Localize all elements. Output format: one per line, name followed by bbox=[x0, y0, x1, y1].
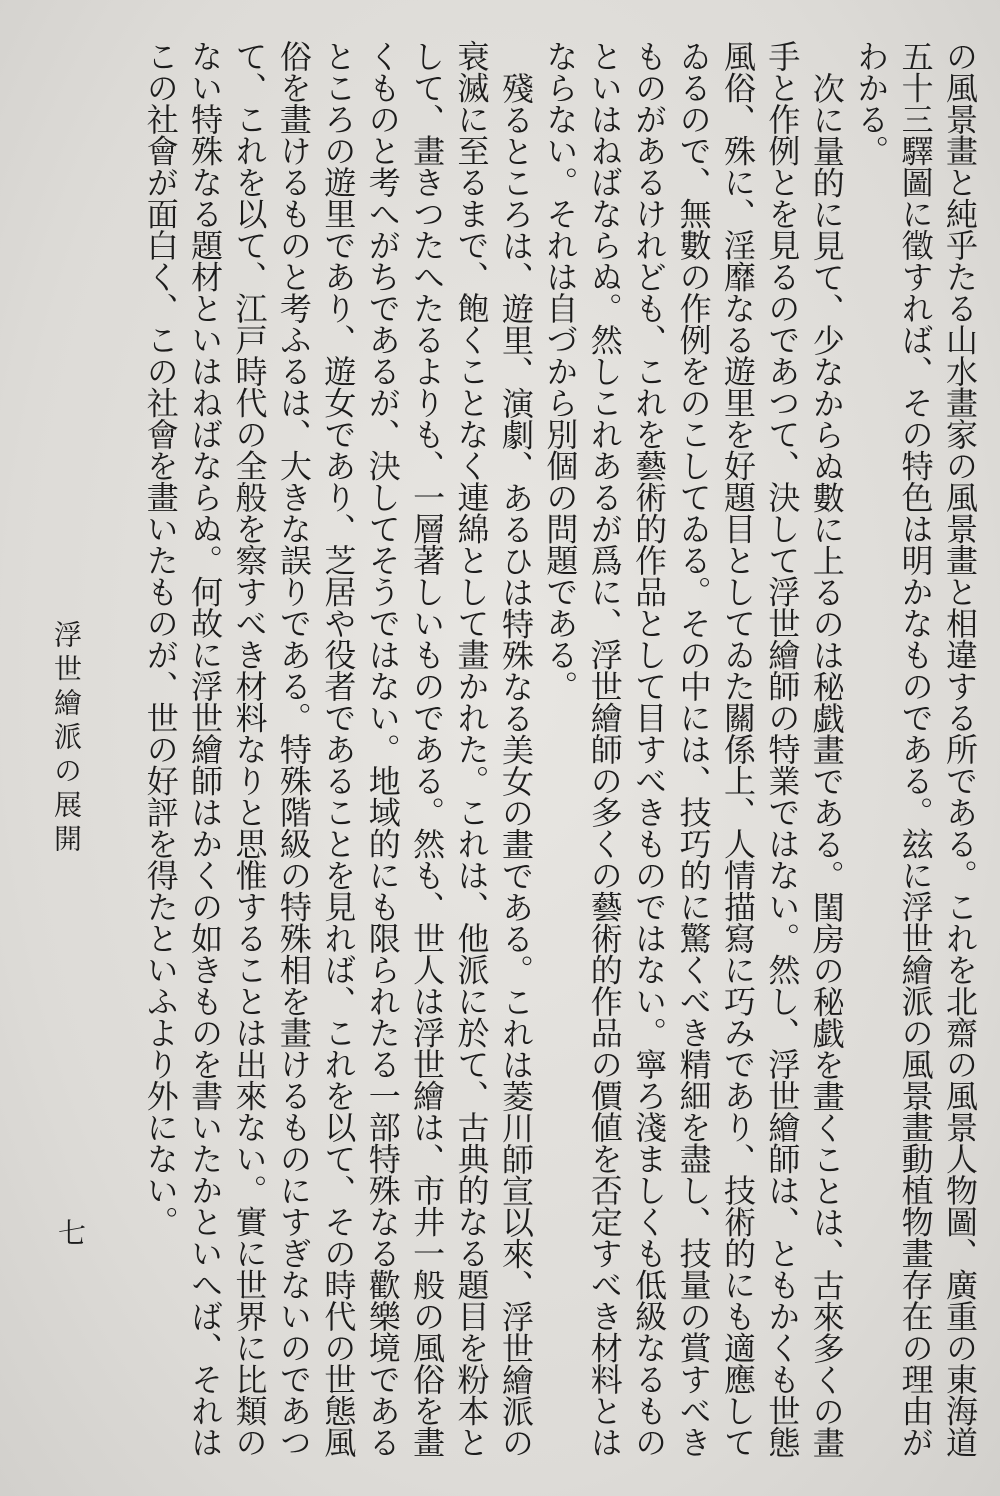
paragraph-2: 次に量的に見て、少なからぬ數に上るのは秘戯畫である。閨房の秘戯を畫くことは、古來多くの畫手と作例とを見るのであつて、決して浮世繪師の特業ではない。然し、浮世繪師は、ともかくも世態風俗、殊に、淫靡なる遊里を好題目としてゐた關係上、人情描寫に巧みであり、技術的にも適應してゐるので、無數の作例をのこしてゐる。その中には、技巧的に驚くべき精細を盡し、技量の賞すべきものがあるけれども、これを藝術的作品として目すべきものではない。寧ろ淺ましくも低級なるものといはねばならぬ。然しこれあるが爲に、浮世繪師の多くの藝術的作品の價値を否定すべき材料とはならない。それは自づから別個の問題である。 bbox=[541, 40, 846, 1458]
page-number: 七 bbox=[54, 1218, 87, 1246]
running-title: 浮世繪派の展開 bbox=[50, 620, 83, 858]
body-text bbox=[137, 40, 982, 1480]
paragraph-3: 殘るところは、遊里、演劇、あるひは特殊なる美女の畫である。これは菱川師宣以來、浮世繪派の衰滅に至るまで、飽くことなく連綿として畫かれた。これは、他派に於て、古典的なる題目を粉本として、畫きつたへたるよりも、一層著しいものである。然も、世人は浮世繪は、市井一般の風俗を畫くものと考へがちであるが、決してそうではない。地域的にも限られたる一部特殊なる歡樂境であるところの遊里であり、遊女であり、芝居や役者であることを見れば、これを以て、その時代の世態風俗を畫けるものと考ふるは、大きな誤りである。特殊階級の特殊相を畫けるものにすぎないのであつて、これを以て、江戸時代の全般を察すべき材料なりと思惟することは出來ない。實に世界に比類のない特殊なる題材といはねばならぬ。何故に浮世繪師はかくの如きものを書いたかといへば、それはこの社會が面白く、この社會を畫いたものが、世の好評を得たといふより外にない。 bbox=[141, 40, 535, 1458]
paragraph-1: の風景畫と純乎たる山水畫家の風景畫と相違する所である。これを北齋の風景人物圖、廣重の東海道五十三驛圖に徵すれば、その特色は明かなものである。玆に浮世繪派の風景畫動植物畫存在の理由がわかる。 bbox=[852, 40, 979, 1458]
paragraph-4 bbox=[137, 40, 138, 1480]
